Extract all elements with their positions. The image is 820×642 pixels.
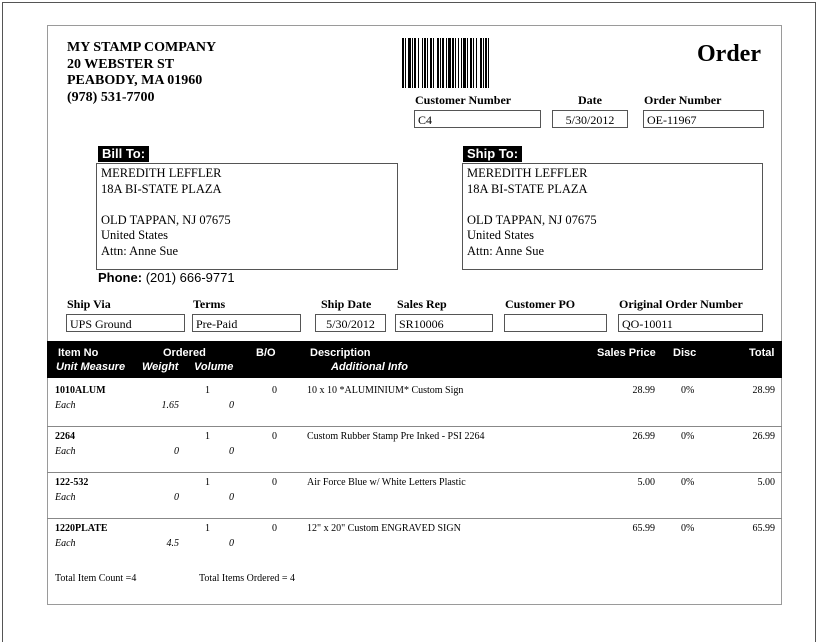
- bill-to-line: OLD TAPPAN, NJ 07675: [101, 212, 231, 227]
- item-no: 1010ALUM: [55, 385, 106, 396]
- customer-number-label: Customer Number: [415, 93, 512, 107]
- ship-date-label: Ship Date: [321, 297, 372, 311]
- item-bo: 0: [272, 385, 277, 396]
- item-price: 26.99: [632, 431, 655, 442]
- table-row: [47, 426, 782, 473]
- phone-label: Phone:: [98, 270, 143, 285]
- order-number-label: Order Number: [644, 93, 722, 107]
- ship-to-spacer: [467, 197, 758, 213]
- item-weight: 0: [174, 492, 179, 503]
- company-street: 20 WEBSTER ST: [67, 56, 175, 72]
- item-weight: 1.65: [161, 400, 179, 411]
- ship-to-tag: Ship To:: [463, 146, 522, 162]
- item-total: 65.99: [752, 523, 775, 534]
- phone-row: [98, 270, 235, 285]
- ship-via-label: Ship Via: [67, 297, 111, 311]
- total-item-count: Total Item Count =4: [55, 573, 137, 584]
- col-weight: Weight: [142, 361, 179, 373]
- items-header: [47, 341, 782, 378]
- document-title: Order: [697, 41, 761, 67]
- ship-to-box: [462, 163, 763, 270]
- item-no: 1220PLATE: [55, 523, 108, 534]
- item-price: 5.00: [637, 477, 655, 488]
- terms-label: Terms: [193, 297, 226, 311]
- ship-to-line: MEREDITH LEFFLER: [467, 166, 588, 180]
- bill-to-line: 18A BI-STATE PLAZA: [101, 181, 222, 196]
- item-bo: 0: [272, 431, 277, 442]
- table-row: [47, 380, 782, 427]
- date-label: Date: [578, 93, 602, 107]
- date-field: 5/30/2012: [552, 110, 628, 128]
- item-disc: 0%: [681, 385, 695, 396]
- company-name: MY STAMP COMPANY: [67, 40, 217, 55]
- item-ordered: 1: [205, 385, 210, 396]
- original-order-label: Original Order Number: [619, 297, 743, 311]
- col-sales-price: Sales Price: [597, 347, 656, 359]
- item-disc: 0%: [681, 431, 695, 442]
- col-item-no: Item No: [58, 347, 99, 359]
- bill-to-box: [96, 163, 398, 270]
- ship-via-field: UPS Ground: [66, 314, 185, 332]
- item-unit: Each: [55, 400, 76, 411]
- item-unit: Each: [55, 446, 76, 457]
- item-unit: Each: [55, 538, 76, 549]
- sales-rep-field: SR10006: [395, 314, 493, 332]
- col-additional-info: Additional Info: [331, 361, 408, 373]
- col-ordered: Ordered: [163, 347, 206, 359]
- item-unit: Each: [55, 492, 76, 503]
- item-total: 28.99: [752, 385, 775, 396]
- original-order-field: QO-10011: [618, 314, 763, 332]
- item-disc: 0%: [681, 477, 695, 488]
- item-total: 5.00: [757, 477, 775, 488]
- table-row: [47, 472, 782, 519]
- col-bo: B/O: [256, 347, 276, 359]
- item-description: 10 x 10 *ALUMINIUM* Custom Sign: [307, 385, 464, 396]
- item-ordered: 1: [205, 477, 210, 488]
- item-volume: 0: [229, 538, 234, 549]
- item-price: 65.99: [632, 523, 655, 534]
- item-total: 26.99: [752, 431, 775, 442]
- ship-to-line: OLD TAPPAN, NJ 07675: [467, 212, 597, 227]
- item-disc: 0%: [681, 523, 695, 534]
- item-weight: 0: [174, 446, 179, 457]
- item-volume: 0: [229, 400, 234, 411]
- ship-to-line: 18A BI-STATE PLAZA: [467, 181, 588, 196]
- item-no: 122-532: [55, 477, 89, 488]
- item-description: Air Force Blue w/ White Letters Plastic: [307, 477, 466, 488]
- col-volume: Volume: [194, 361, 234, 373]
- col-total: Total: [749, 347, 775, 359]
- order-number-field: OE-11967: [643, 110, 764, 128]
- item-no: 2264: [55, 431, 75, 442]
- customer-po-field: [504, 314, 607, 332]
- col-unit-measure: Unit Measure: [56, 361, 126, 373]
- item-bo: 0: [272, 523, 277, 534]
- item-volume: 0: [229, 446, 234, 457]
- bill-to-line: Attn: Anne Sue: [101, 243, 179, 258]
- bill-to-line: MEREDITH LEFFLER: [101, 166, 222, 180]
- item-description: Custom Rubber Stamp Pre Inked - PSI 2264: [307, 431, 485, 442]
- col-disc: Disc: [673, 347, 697, 359]
- item-price: 28.99: [632, 385, 655, 396]
- bill-to-line: United States: [101, 228, 169, 242]
- bill-to-spacer: [101, 197, 393, 213]
- customer-number-field: C4: [414, 110, 541, 128]
- table-row: [47, 518, 782, 564]
- item-weight: 4.5: [166, 538, 179, 549]
- company-phone: (978) 531-7700: [67, 89, 155, 105]
- company-city: PEABODY, MA 01960: [67, 73, 203, 88]
- phone-value: (201) 666-9771: [145, 270, 235, 285]
- bill-to-tag: Bill To:: [98, 146, 149, 162]
- sales-rep-label: Sales Rep: [397, 297, 447, 311]
- ship-to-line: United States: [467, 228, 535, 242]
- item-ordered: 1: [205, 431, 210, 442]
- customer-po-label: Customer PO: [505, 297, 576, 311]
- terms-field: Pre-Paid: [192, 314, 301, 332]
- item-volume: 0: [229, 492, 234, 503]
- item-bo: 0: [272, 477, 277, 488]
- ship-date-field: 5/30/2012: [315, 314, 386, 332]
- total-items-ordered: Total Items Ordered = 4: [199, 573, 296, 584]
- ship-to-line: Attn: Anne Sue: [467, 243, 545, 258]
- item-description: 12" x 20" Custom ENGRAVED SIGN: [307, 523, 461, 534]
- barcode: [402, 38, 524, 88]
- item-ordered: 1: [205, 523, 210, 534]
- col-description: Description: [310, 347, 371, 359]
- company-block: [67, 40, 216, 106]
